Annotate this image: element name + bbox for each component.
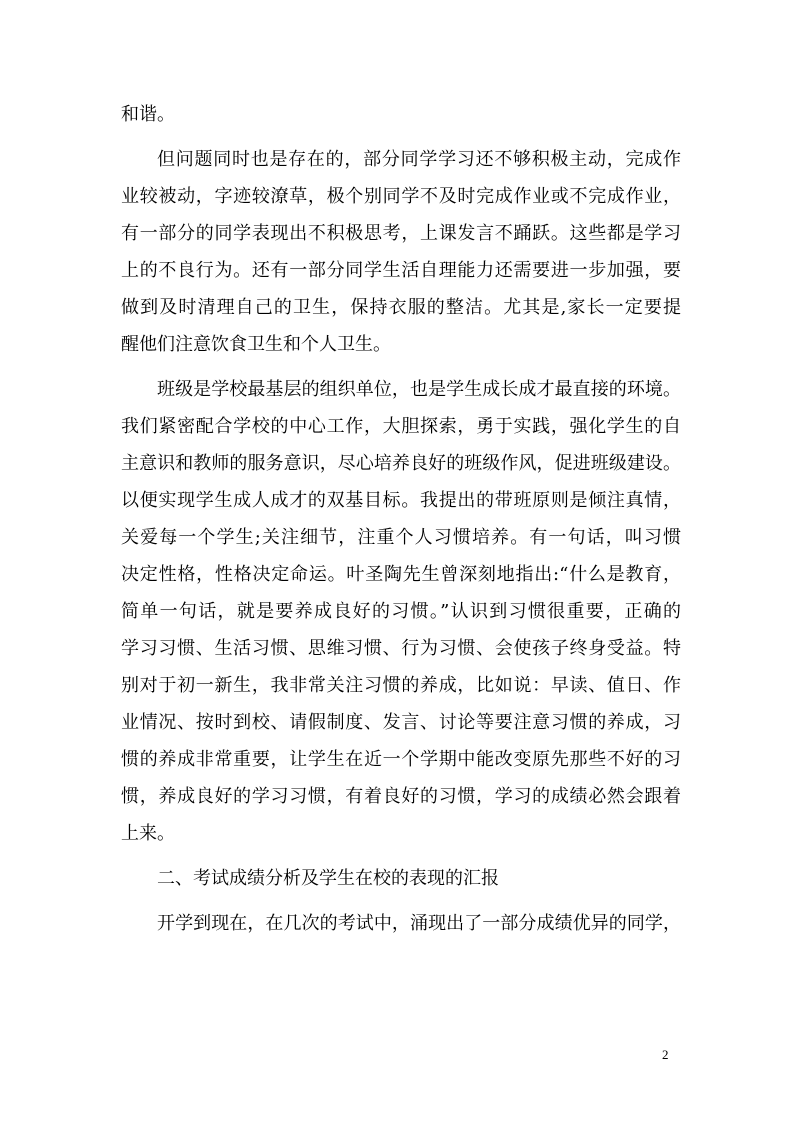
text-line: 醒他们注意饮食卫生和个人卫生。 (121, 334, 391, 355)
text-line: 以便实现学生成人成才的双基目标。我提出的带班原则是倾注真情， (121, 490, 681, 511)
text-line: 上的不良行为。还有一部分同学生活自理能力还需要进一步加强，要 (121, 260, 681, 281)
text-line: 简单一句话，就是要养成良好的习惯。”认识到习惯很重要，正确的 (121, 601, 681, 622)
text-line: 决定性格，性格决定命运。叶圣陶先生曾深刻地指出:“什么是教育， (121, 564, 681, 585)
text-line: 开学到现在，在几次的考试中，涌现出了一部分成绩优异的同学， (157, 913, 681, 934)
page-number: 2 (662, 1047, 669, 1062)
text-line: 惯，养成良好的学习习惯，有着良好的习惯，学习的成绩必然会跟着 (121, 786, 681, 807)
text-line: 上来。 (121, 823, 175, 844)
text-line: 别对于初一新生，我非常关注习惯的养成，比如说：早读、值日、作 (121, 675, 681, 696)
text-line: 惯的养成非常重要，让学生在近一个学期中能改变原先那些不好的习 (121, 749, 681, 770)
text-line: 但问题同时也是存在的，部分同学学习还不够积极主动，完成作 (157, 149, 681, 170)
text-line: 业较被动，字迹较潦草，极个别同学不及时完成作业或不完成作业， (121, 186, 681, 207)
text-line: 业情况、按时到校、请假制度、发言、讨论等要注意习惯的养成，习 (121, 712, 681, 733)
text-line: 做到及时清理自己的卫生，保持衣服的整洁。尤其是,家长一定要提 (121, 297, 681, 318)
section-heading: 二、考试成绩分析及学生在校的表现的汇报 (157, 868, 499, 889)
text-line: 和谐。 (121, 104, 175, 125)
text-line: 我们紧密配合学校的中心工作，大胆探索，勇于实践，强化学生的自 (121, 416, 681, 437)
text-line: 班级是学校最基层的组织单位，也是学生成长成才最直接的环境。 (157, 379, 681, 400)
text-line: 学习习惯、生活习惯、思维习惯、行为习惯、会使孩子终身受益。特 (121, 638, 681, 659)
text-line: 有一部分的同学表现出不积极思考，上课发言不踊跃。这些都是学习 (121, 223, 681, 244)
text-line: 关爱每一个学生;关注细节，注重个人习惯培养。有一句话，叫习惯 (121, 527, 681, 548)
text-line: 主意识和教师的服务意识，尽心培养良好的班级作风，促进班级建设。 (121, 453, 681, 474)
